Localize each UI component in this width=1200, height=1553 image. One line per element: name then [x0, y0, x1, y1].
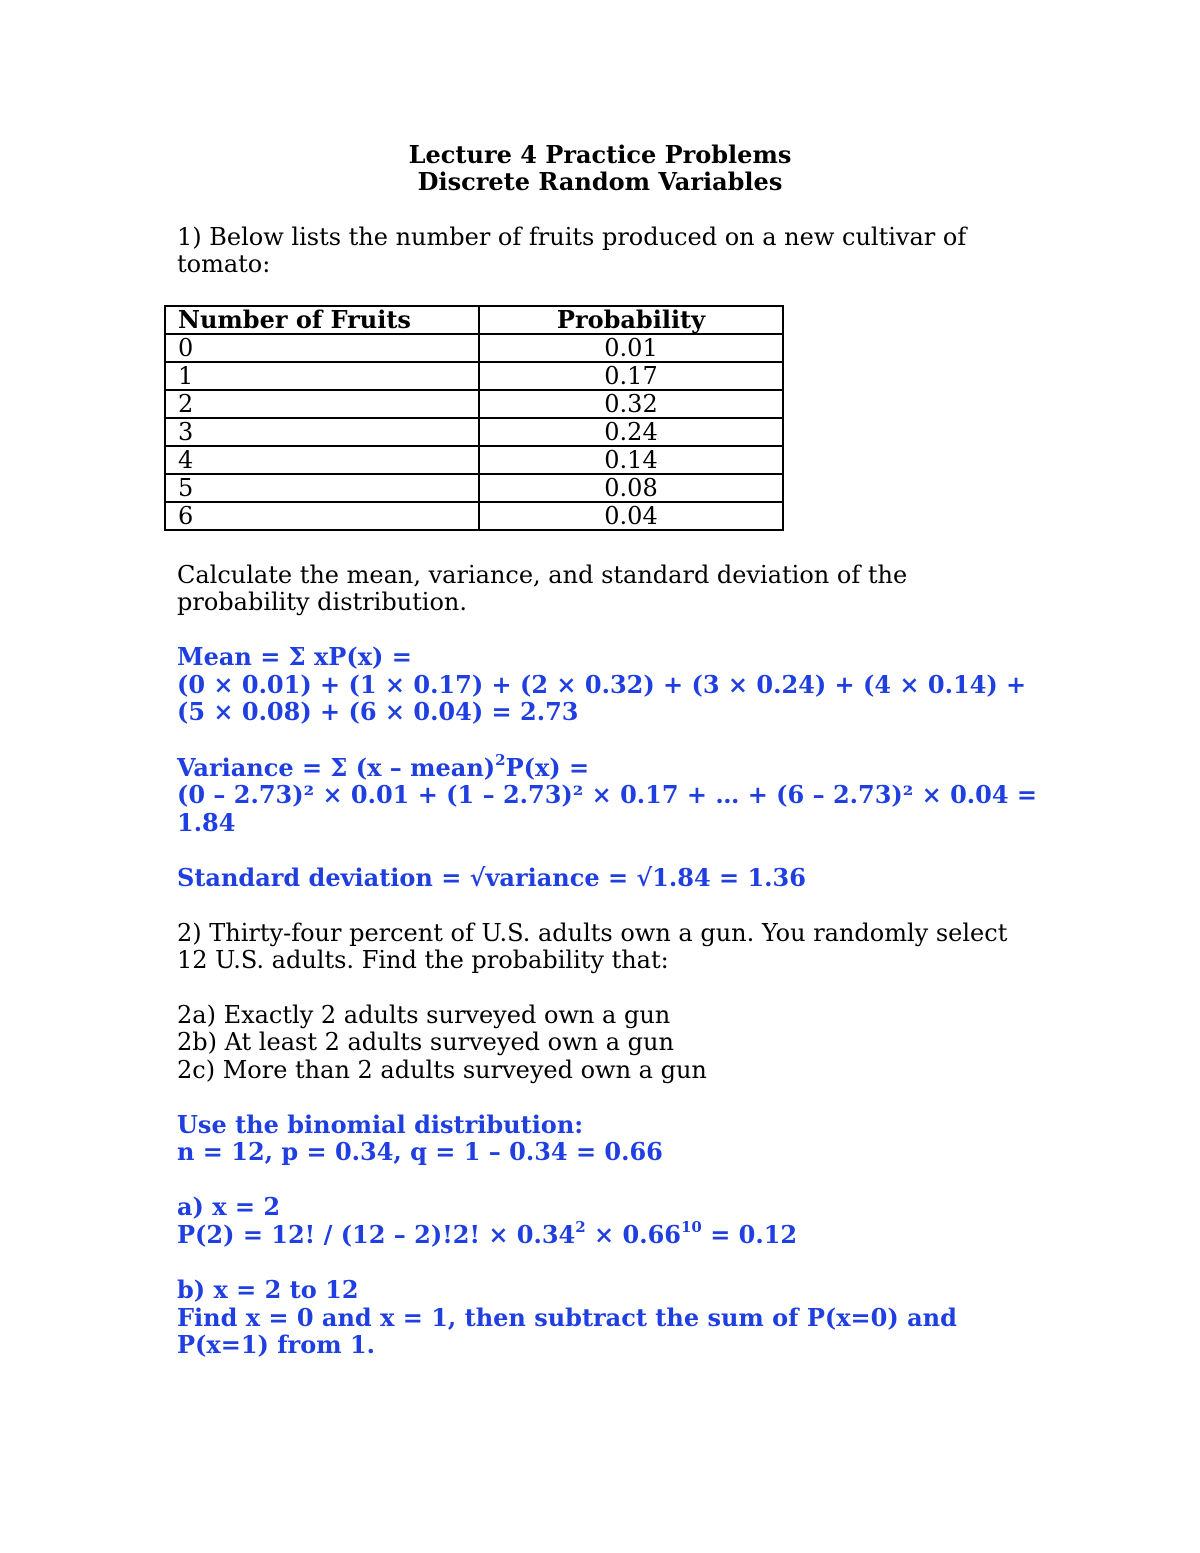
variance-px: P(x) =: [505, 753, 590, 782]
cell-probability: 0.14: [479, 446, 783, 474]
q1-prompt-line-2: tomato:: [177, 250, 271, 278]
q1-task-line-1: Calculate the mean, variance, and standard deviation of the: [177, 561, 908, 589]
answer-b-line-3: P(x=1) from 1.: [177, 1330, 376, 1359]
cell-fruits: 1: [165, 362, 479, 390]
cell-probability: 0.08: [479, 474, 783, 502]
cell-probability: 0.04: [479, 502, 783, 530]
exponent-p: 2: [575, 1218, 586, 1236]
binomial-method-line-2: n = 12, p = 0.34, q = 1 – 0.34 = 0.66: [177, 1137, 663, 1166]
answer-a-line-1: a) x = 2: [177, 1192, 281, 1221]
variance-formula-line-3: 1.84: [177, 808, 236, 837]
header-probability: Probability: [479, 306, 783, 334]
answer-a-formula-part-2: × 0.66: [585, 1220, 681, 1249]
table-row: [165, 502, 783, 530]
answer-a-formula-part-1: P(2) = 12! / (12 – 2)!2! × 0.34: [177, 1220, 576, 1249]
answer-a-result: = 0.12: [701, 1220, 798, 1249]
mean-formula-line-2: (0 × 0.01) + (1 × 0.17) + (2 × 0.32) + (3 × 0.24) + (4 × 0.14) +: [177, 670, 1027, 699]
q2-part-a: 2a) Exactly 2 adults surveyed own a gun: [177, 1001, 671, 1029]
q2-prompt-line-2: 12 U.S. adults. Find the probability that:: [177, 946, 669, 974]
cell-fruits: 5: [165, 474, 479, 502]
squared-superscript: 2: [495, 751, 506, 769]
cell-probability: 0.01: [479, 334, 783, 362]
fruit-probability-table: [164, 305, 784, 531]
std-dev-line: Standard deviation = √variance = √1.84 = 1.36: [177, 863, 806, 892]
mean-formula-line-3: (5 × 0.08) + (6 × 0.04) = 2.73: [177, 697, 579, 726]
table-row: [165, 390, 783, 418]
table-row: [165, 446, 783, 474]
table-row: [165, 362, 783, 390]
q2-part-b: 2b) At least 2 adults surveyed own a gun: [177, 1028, 674, 1056]
mean-formula-line-1: Mean = Σ xP(x) =: [177, 642, 412, 671]
q2-part-c: 2c) More than 2 adults surveyed own a gun: [177, 1056, 707, 1084]
cell-fruits: 4: [165, 446, 479, 474]
table-row: [165, 334, 783, 362]
q1-prompt-line-1: 1) Below lists the number of fruits produced on a new cultivar of: [177, 223, 967, 251]
cell-probability: 0.32: [479, 390, 783, 418]
binomial-method-line-1: Use the binomial distribution:: [177, 1110, 584, 1139]
answer-b-line-2: Find x = 0 and x = 1, then subtract the sum of P(x=0) and: [177, 1303, 957, 1332]
header-number-of-fruits: Number of Fruits: [165, 306, 479, 334]
cell-probability: 0.24: [479, 418, 783, 446]
variance-label: Variance = Σ (x – mean): [177, 753, 496, 782]
cell-fruits: 2: [165, 390, 479, 418]
table-header-row: [165, 306, 783, 334]
table-row: [165, 474, 783, 502]
variance-formula-line-2: (0 – 2.73)² × 0.01 + (1 – 2.73)² × 0.17 + … + (6 – 2.73)² × 0.04 =: [177, 780, 1038, 809]
cell-fruits: 3: [165, 418, 479, 446]
cell-fruits: 0: [165, 334, 479, 362]
title-line-2: Discrete Random Variables: [417, 167, 783, 196]
table-row: [165, 418, 783, 446]
answer-b-line-1: b) x = 2 to 12: [177, 1275, 359, 1304]
exponent-q: 10: [680, 1218, 702, 1236]
cell-fruits: 6: [165, 502, 479, 530]
title-line-1: Lecture 4 Practice Problems: [408, 140, 792, 169]
variance-formula-line-1: [177, 751, 590, 782]
answer-a-line-2: [177, 1218, 798, 1249]
cell-probability: 0.17: [479, 362, 783, 390]
q2-prompt-line-1: 2) Thirty-four percent of U.S. adults own a gun. You randomly select: [177, 919, 1008, 947]
q1-task-line-2: probability distribution.: [177, 588, 468, 616]
